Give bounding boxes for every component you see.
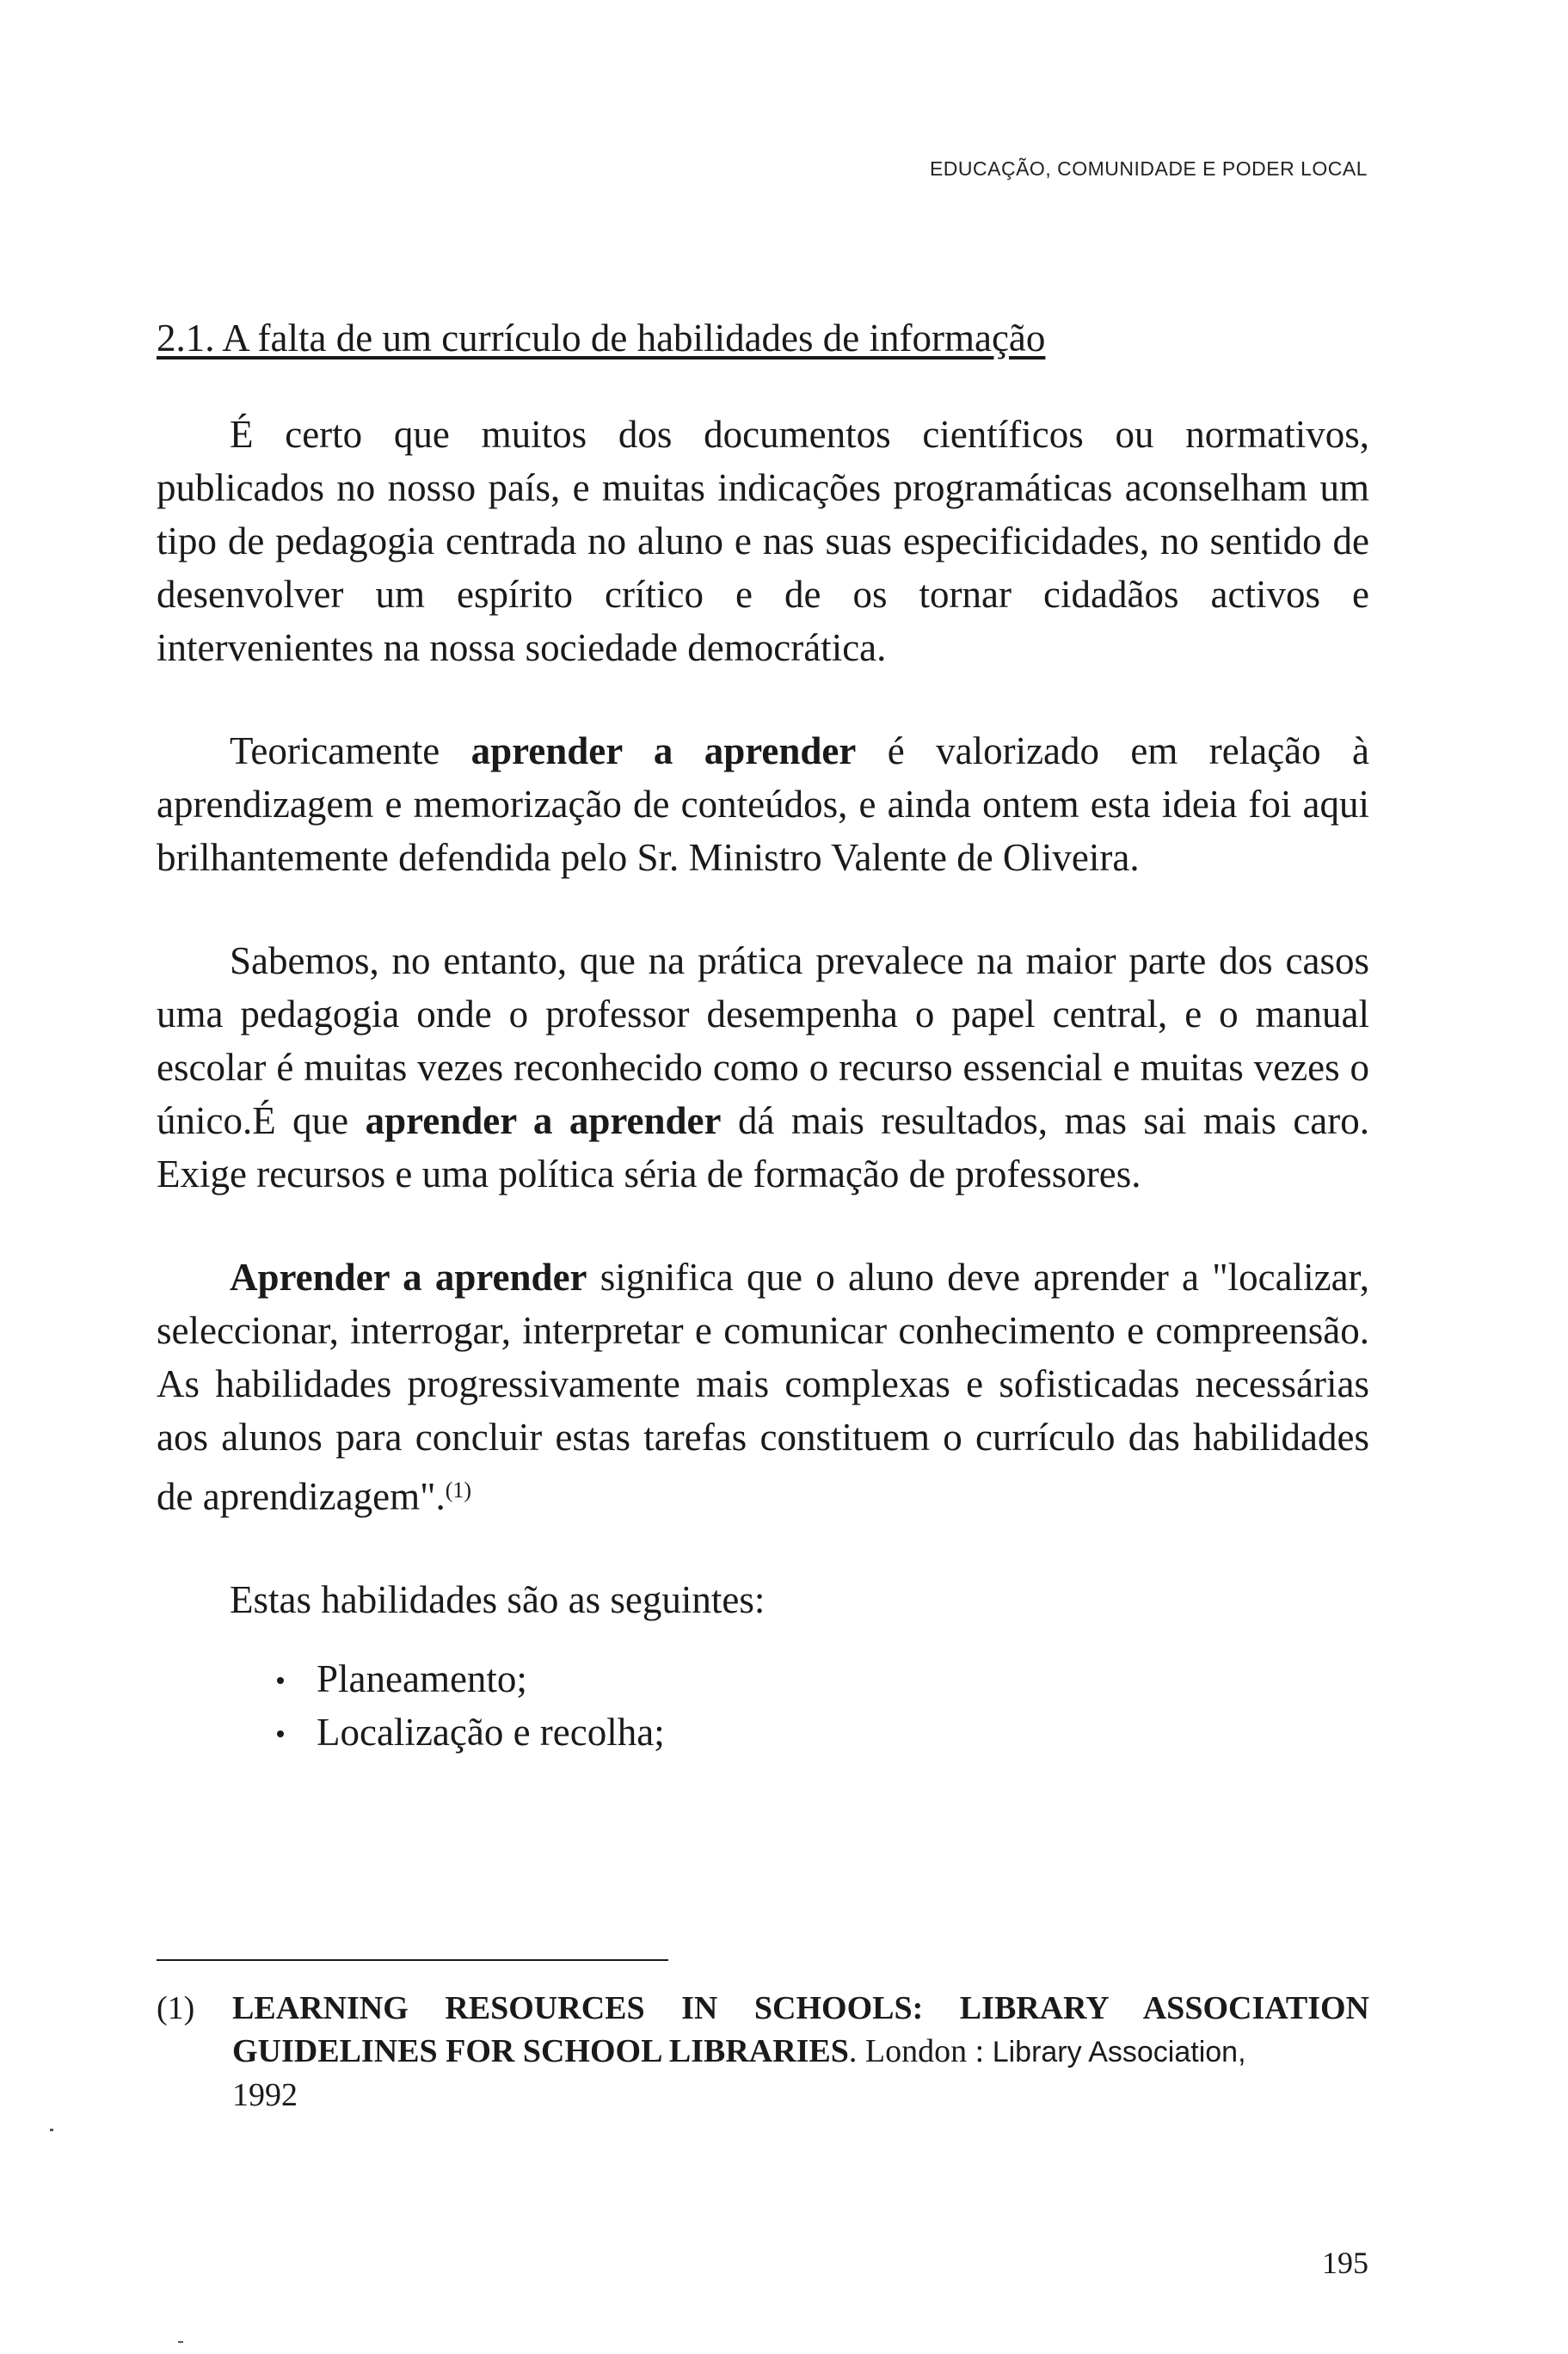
paragraph-3-lead: Sabemos, no entanto, que na prática prevalece na maior parte dos casos uma pedagogia onde o professor desempenha o papel central, e o manual escolar é muitas vezes reconhecido como o recurso essencial e muitas vezes o único.É que xyxy=(157,939,1369,1142)
paragraph-2 xyxy=(157,724,1369,884)
footnote xyxy=(157,1987,1369,2117)
footnote-title: LEARNING RESOURCES IN SCHOOLS: LIBRARY ASSOCIATION GUIDELINES FOR SCHOOL LIBRARIES xyxy=(232,1990,1369,2069)
paragraph-2-rest: é valorizado em relação à aprendizagem e memorização de conteúdos, e ainda ontem esta ideia foi aqui brilhantemente defendida pelo Sr. Ministro Valente de Oliveira. xyxy=(157,729,1369,879)
skills-list xyxy=(157,1652,1369,1759)
main-content xyxy=(157,311,1369,1759)
footnote-divider xyxy=(157,1959,668,1961)
paragraph-5: Estas habilidades são as seguintes: xyxy=(230,1578,766,1621)
paragraph-2-lead: Teoricamente xyxy=(230,729,471,772)
list-item: Localização e recolha; xyxy=(277,1706,1369,1759)
scan-speck xyxy=(178,2341,183,2343)
paragraph-2-emphasis: aprender a aprender xyxy=(470,729,857,772)
footnote-publisher: Library Association, xyxy=(992,2036,1246,2068)
footnote-place: . London : xyxy=(848,2033,993,2069)
footnote-reference: (1) xyxy=(445,1478,472,1503)
paragraph-3 xyxy=(157,934,1369,1201)
paragraph-4-emphasis: Aprender a aprender xyxy=(230,1256,587,1299)
paragraph-4 xyxy=(157,1251,1369,1523)
page-number: 195 xyxy=(1322,2246,1368,2280)
section-title: 2.1. A falta de um currículo de habilidades de informação xyxy=(157,317,1046,360)
paragraph-3-rest: dá mais resultados, mas sai mais caro. Exige recursos e uma política séria de formação de professores. xyxy=(157,1099,1369,1195)
list-item: Planeamento; xyxy=(277,1652,1369,1706)
paragraph-3-emphasis: aprender a aprender xyxy=(365,1099,722,1142)
footnote-year: 1992 xyxy=(232,2077,298,2113)
paragraph-1: É certo que muitos dos documentos científicos ou normativos, publicados no nosso país, e muitas indicações programáticas aconselham um tipo de pedagogia centrada no aluno e nas suas especificidades, no sentido de desenvolver um espírito crítico e de os tornar cidadãos activos e intervenientes na nossa sociedade democrática. xyxy=(157,413,1369,669)
footnote-marker: (1) xyxy=(157,1990,195,2026)
footnote-text xyxy=(232,1987,1369,2117)
paragraph-4-rest: significa que o aluno deve aprender a "localizar, seleccionar, interrogar, interpretar e comunicar conhecimento e compreensão. As habilidades progressivamente mais complexas e sofisticadas necessárias aos alunos para concluir estas tarefas constituem o currículo das habilidades de aprendizagem". xyxy=(157,1256,1369,1518)
running-header: EDUCAÇÃO, COMUNIDADE E PODER LOCAL xyxy=(929,157,1368,180)
scan-speck xyxy=(50,2129,53,2131)
